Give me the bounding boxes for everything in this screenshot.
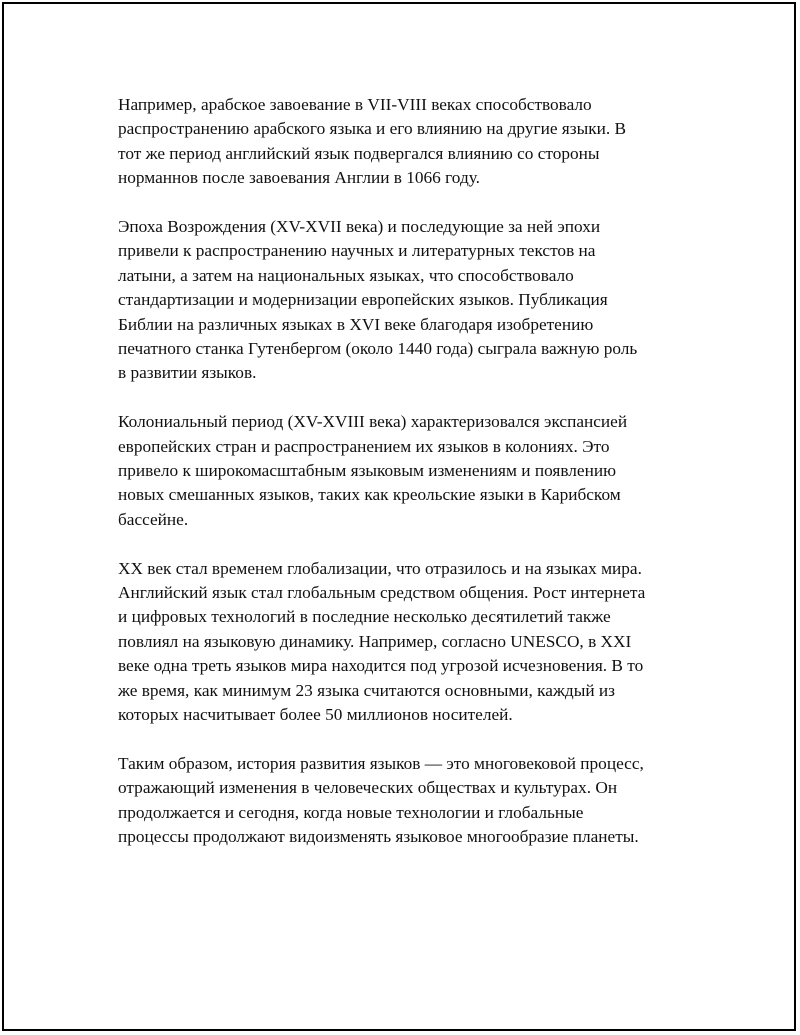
paragraph-twentieth-century: XX век стал временем глобализации, что отразилось и на языках мира. Английский язык стал глобальным средством общения. Рост интернета и цифровых технологий в последние несколько десятилетий также повлиял на языковую динамику. Например, согласно UNESCO, в XXI веке одна треть языков мира находится под угрозой исчезновения. В то же время, как минимум 23 языка считаются основными, каждый из которых насчитывает более 50 миллионов носителей. (118, 558, 646, 725)
paragraph-conclusion: Таким образом, история развития языков — это многовековой процесс, отражающий изменения в человеческих обществах и культурах. Он продолжается и сегодня, когда новые технологии и глобальные процессы продолжают видоизменять языковое многообразие планеты. (118, 753, 644, 847)
paragraph-colonial-period: Колониальный период (XV-XVIII века) характеризовался экспансией европейских стран и распространением их языков в колониях. Это привело к широкомасштабным языковым изменениям и появлению новых смешанных языков, таких как креольские языки в Карибском бассейне. (118, 412, 628, 529)
document-body (118, 93, 690, 874)
paragraph-arabic-conquest: Например, арабское завоевание в VII-VIII веках способствовало распространению арабского языка и его влиянию на другие языки. В тот же период английский язык подвергался влиянию со стороны норманнов после завоевания Англии в 1066 году. (118, 95, 627, 188)
paragraph-renaissance: Эпоха Возрождения (XV-XVII века) и последующие за ней эпохи привели к распространению научных и литературных текстов на латыни, а затем на национальных языках, что способствовало стандартизации и модернизации европейских языков. Публикация Библии на различных языках в XVI веке благодаря изобретению печатного станка Гутенбергом (около 1440 года) сыграла важную роль в развитии языков. (118, 217, 638, 383)
